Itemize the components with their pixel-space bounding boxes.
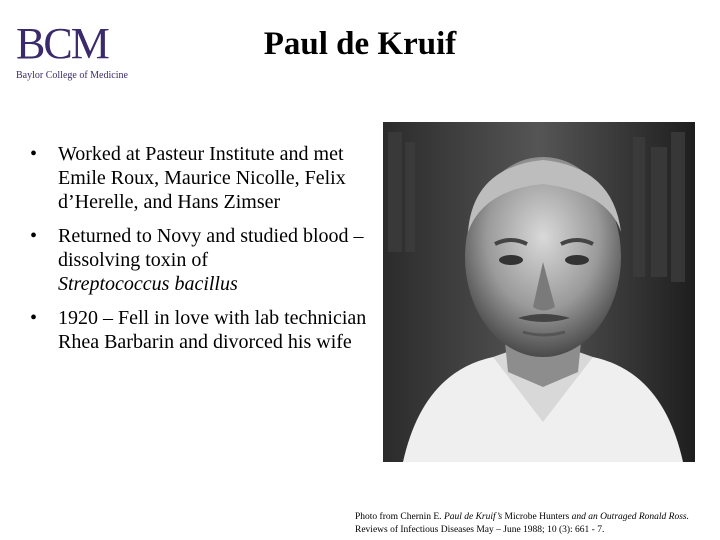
bullet-item [30, 306, 380, 354]
caption-line-2: Reviews of Infectious Diseases May – June 1988; 10 (3): 661 - 7. [355, 525, 605, 535]
slide-title-text: Paul de Kruif [263, 26, 457, 62]
photo-caption [355, 511, 715, 537]
bullet-dot: • [30, 143, 38, 165]
caption-prefix: Photo from Chernin E. [355, 512, 444, 522]
bullet-dot: • [30, 225, 38, 247]
bullet-text: Returned to Novy and studied blood – dissolving toxin of [58, 225, 364, 271]
bullet-italic-text: Streptococcus bacillus [58, 273, 238, 295]
bullet-text: Worked at Pasteur Institute and met Emile Roux, Maurice Nicolle, Felix d’Herelle, and Hans Zimser [58, 143, 346, 213]
bullet-text: 1920 – Fell in love with lab technician Rhea Barbarin and divorced his wife [58, 307, 367, 353]
slide-title [0, 26, 720, 63]
bullet-item [30, 224, 380, 296]
portrait-photo [383, 122, 695, 462]
caption-italic-1: Paul de Kruif’s [443, 512, 503, 522]
caption-mid: Microbe Hunters [502, 512, 572, 522]
portrait-image [383, 122, 695, 462]
caption-italic-2: and an Outraged Ronald Ross. [571, 512, 689, 522]
logo-subtitle: Baylor College of Medicine [16, 70, 128, 81]
bullet-dot: • [30, 307, 38, 329]
logo-mark: BCM [16, 19, 108, 68]
bullet-list [30, 142, 380, 364]
bullet-item [30, 142, 380, 214]
